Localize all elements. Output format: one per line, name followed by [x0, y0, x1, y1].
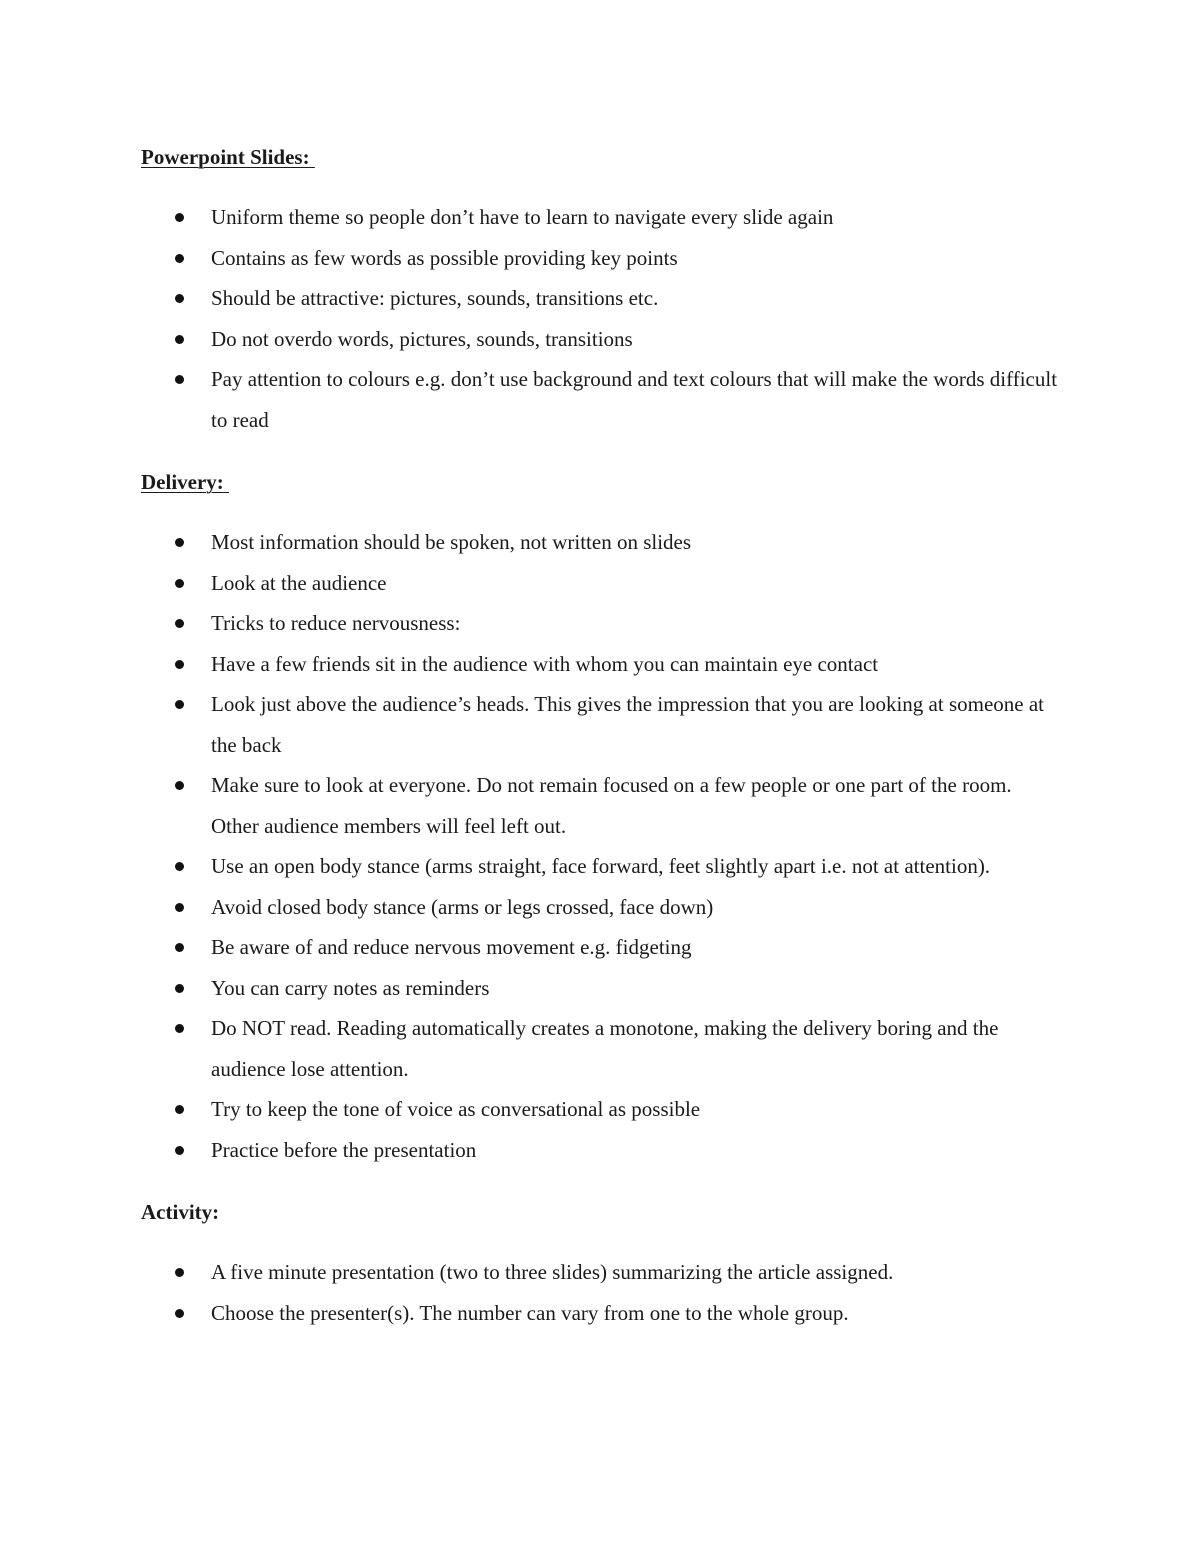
bullet-icon [175, 335, 184, 344]
activity-bullet-list [141, 1252, 1061, 1333]
list-item-text: Practice before the presentation [211, 1137, 477, 1162]
bullet-icon [175, 1024, 184, 1033]
delivery-bullet-list [141, 522, 1061, 1170]
list-item-text: A five minute presentation (two to three slides) summarizing the article assigned. [211, 1260, 894, 1284]
list-item [141, 846, 1061, 887]
bullet-icon [175, 943, 184, 952]
bullet-icon [175, 700, 184, 709]
list-item [141, 319, 1061, 360]
list-item-text: Do NOT read. Reading automatically creates a monotone, making the delivery boring and the audience lose attention. [211, 1016, 999, 1081]
bullet-icon [175, 213, 184, 222]
list-item-text: Do not overdo words, pictures, sounds, transitions [211, 326, 633, 351]
bullet-icon [175, 781, 184, 790]
list-item-text: Most information should be spoken, not written on slides [211, 530, 692, 554]
bullet-icon [175, 903, 184, 912]
list-item-text: Uniform theme so people don’t have to learn to navigate every slide again [211, 205, 834, 229]
list-item-text: Tricks to reduce nervousness: [211, 611, 461, 635]
document-page [141, 140, 1061, 1333]
heading-delivery-text: Delivery: [141, 470, 224, 494]
list-item-text: Choose the presenter(s). The number can vary from one to the whole group. [211, 1300, 849, 1325]
bullet-icon [175, 294, 184, 303]
list-item-text: Have a few friends sit in the audience with whom you can maintain eye contact [211, 651, 879, 676]
list-item-text: You can carry notes as reminders [211, 975, 490, 1000]
list-item [141, 644, 1061, 685]
list-item [141, 1008, 1061, 1089]
list-item-text: Use an open body stance (arms straight, face forward, feet slightly apart i.e. not at attention). [211, 854, 991, 878]
powerpoint-bullet-list [141, 197, 1061, 440]
list-item [141, 522, 1061, 563]
bullet-icon [175, 862, 184, 871]
list-item-text: Pay attention to colours e.g. don’t use background and text colours that will make the words difficult to read [211, 367, 1058, 432]
heading-powerpoint-slides [141, 142, 1061, 172]
list-item [141, 927, 1061, 968]
bullet-icon [175, 254, 184, 263]
list-item-text: Try to keep the tone of voice as conversational as possible [211, 1097, 701, 1121]
list-item [141, 1130, 1061, 1171]
list-item-text: Make sure to look at everyone. Do not remain focused on a few people or one part of the room. Other audience members will feel left out. [211, 773, 1012, 838]
bullet-icon [175, 1268, 184, 1277]
list-item-text: Look just above the audience’s heads. This gives the impression that you are looking at someone at the back [211, 692, 1045, 757]
bullet-icon [175, 1105, 184, 1114]
bullet-icon [175, 375, 184, 384]
list-item-text: Should be attractive: pictures, sounds, transitions etc. [211, 286, 659, 310]
list-item [141, 887, 1061, 928]
heading-powerpoint-slides-text: Powerpoint Slides: [141, 145, 310, 169]
heading-activity [141, 1197, 1061, 1227]
bullet-icon [175, 619, 184, 628]
list-item-text: Be aware of and reduce nervous movement e.g. fidgeting [211, 935, 692, 959]
heading-activity-text: Activity: [141, 1200, 220, 1224]
list-item [141, 1252, 1061, 1293]
list-item [141, 359, 1061, 440]
list-item [141, 1089, 1061, 1130]
list-item [141, 684, 1061, 765]
list-item [141, 563, 1061, 604]
list-item [141, 238, 1061, 279]
bullet-icon [175, 984, 184, 993]
bullet-icon [175, 1309, 184, 1318]
heading-delivery [141, 467, 1061, 497]
list-item [141, 765, 1061, 846]
bullet-icon [175, 660, 184, 669]
list-item [141, 603, 1061, 644]
list-item [141, 197, 1061, 238]
list-item [141, 968, 1061, 1009]
list-item [141, 1293, 1061, 1334]
list-item [141, 278, 1061, 319]
list-item-text: Contains as few words as possible providing key points [211, 245, 678, 270]
bullet-icon [175, 579, 184, 588]
bullet-icon [175, 538, 184, 547]
bullet-icon [175, 1146, 184, 1155]
list-item-text: Look at the audience [211, 570, 387, 595]
list-item-text: Avoid closed body stance (arms or legs crossed, face down) [211, 894, 714, 919]
